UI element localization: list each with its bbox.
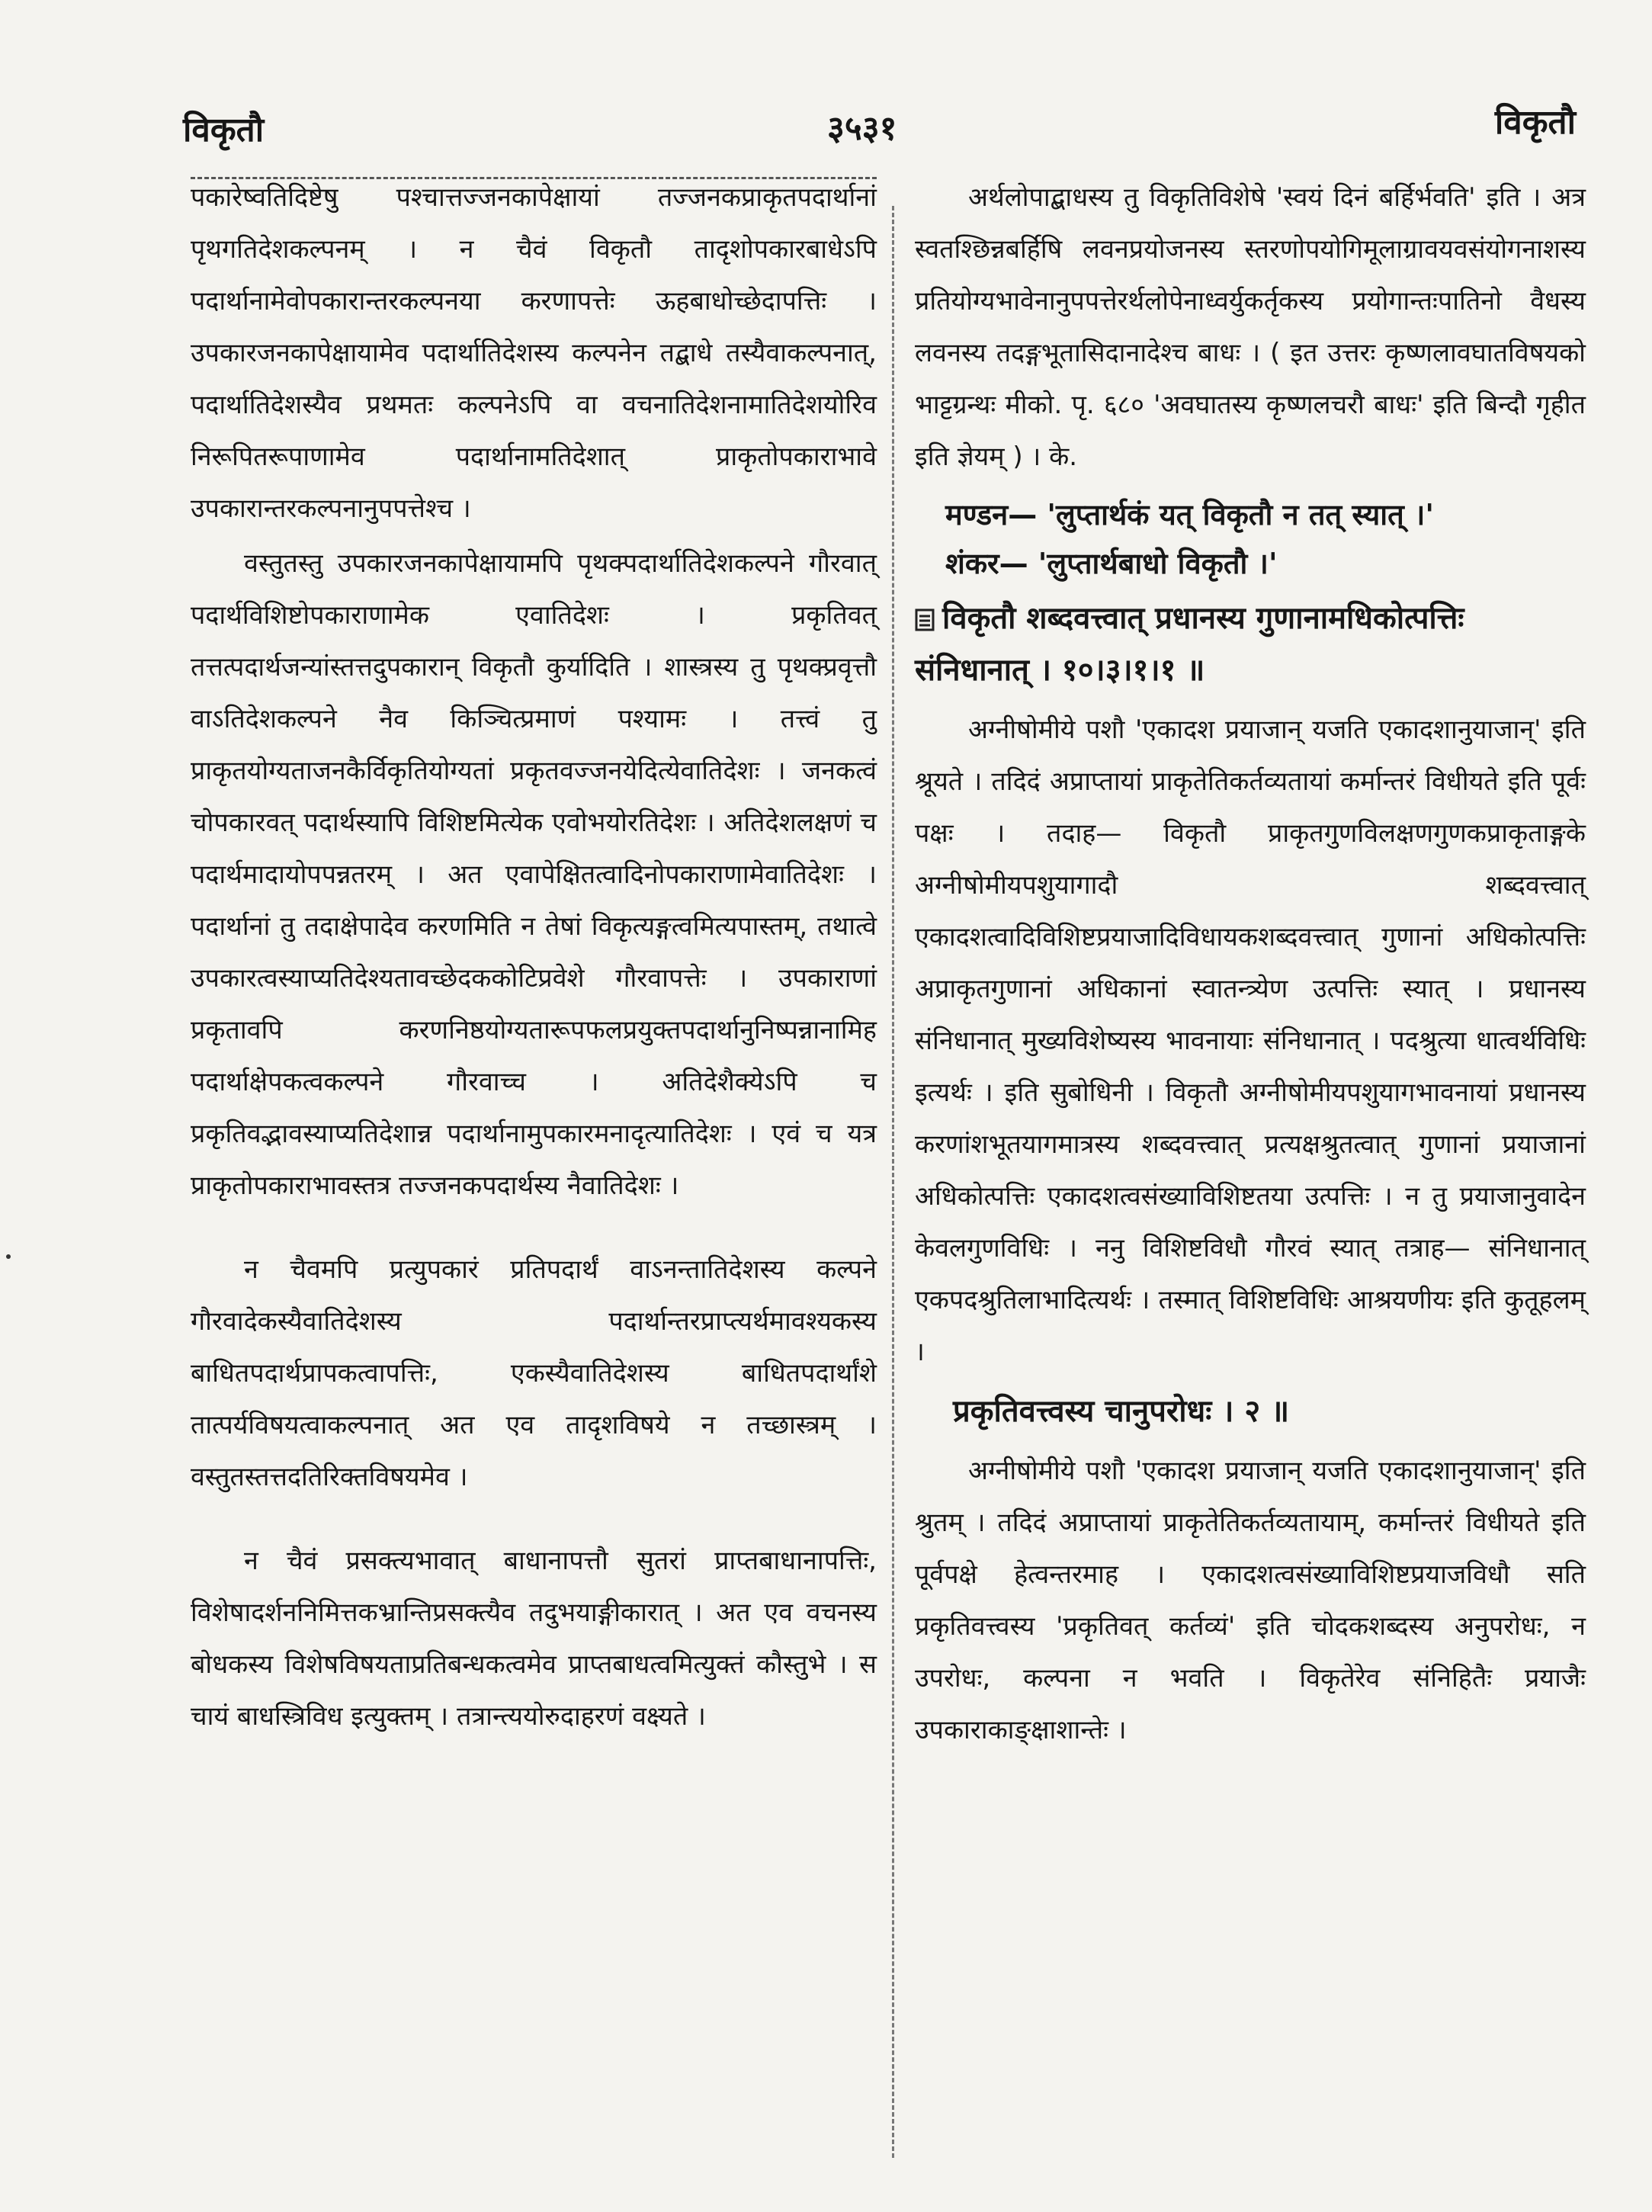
page-number: ३५३१ [827, 109, 897, 148]
running-head-right: विकृतौ [1494, 103, 1576, 142]
left-column [191, 172, 877, 1774]
left-para-1: पकारेष्वतिदिष्टेषु पश्चात्तज्जनकापेक्षायां तज्जनकप्राकृतपदार्थानां पृथगतिदेशकल्पनम् । न चैवं विकृतौ तादृशोपकारबाधेऽपि पदार्थानामेवोपकारान्तरकल्पनया करणापत्तेः ऊहबाधोच्छेदापत्तिः । उपकारजनकापेक्षायामेव पदार्थातिदेशस्य कल्पनेन तद्बाधे तस्यैवाकल्पनात्, पदार्थातिदेशस्यैव प्रथमतः कल्पनेऽपि वा वचनातिदेशनामातिदेशयोरिव निरूपितरूपाणामेव पदार्थानामतिदेशात् प्राकृतोपकाराभावे उपकारान्तरकल्पनानुपपत्तेश्च । [191, 182, 877, 524]
left-para-4: न चैवं प्रसक्त्यभावात् बाधानापत्तौ सुतरां प्राप्तबाधानापत्तिः, विशेषादर्शननिमित्तकभ्रान्तिप्रसक्त्यैव तदुभयाङ्गीकारात् । अत एव वचनस्य बोधकस्य विशेषविषयताप्रतिबन्धकत्वमेव प्राप्तबाधत्वमित्युक्तं कौस्तुभे । स चायं बाधस्त्रिविध इत्युक्तम् । तत्रान्त्ययोरुदाहरणं वक्ष्यते । [191, 1546, 877, 1732]
right-para-intro: अर्थलोपाद्बाधस्य तु विकृतिविशेषे 'स्वयं दिनं बर्हिर्भवति' इति । अत्र स्वतश्छिन्नबर्हिषि लवनप्रयोजनस्य स्तरणोपयोगिमूलाग्रावयवसंयोगनाशस्य प्रतियोग्यभावेनानुपपत्तेरर्थलोपेनाध्वर्युकर्तृकस्य प्रयोगान्तःपातिनो वैधस्य लवनस्य तदङ्गभूतासिदानादेश्च बाधः । ( इत उत्तरः कृष्णलावघातविषयको भाट्टग्रन्थः मीको. पृ. ६८० 'अवघातस्य कृष्णलचरौ बाधः' इति बिन्दौ गृहीत इति ज्ञेयम् ) । के. [915, 182, 1586, 472]
right-column [915, 172, 1586, 1764]
running-head-left: विकृतौ [183, 111, 265, 149]
sutra-mark-icon [915, 608, 935, 631]
column-divider [892, 206, 894, 2158]
mandan-quote: मण्डन— 'लुप्तार्थकं यत् विकृतौ न तत् स्यात् ।' [945, 498, 1434, 531]
sutra-2-heading: प्रकृतिवत्त्वस्य चानुपरोधः । २ ॥ [953, 1394, 1290, 1429]
sutra-1-text: विकृतौ शब्दवत्त्वात् प्रधानस्य गुणानामधिकोत्पत्तिः संनिधानात् । १०।३।१।१ ॥ [915, 601, 1464, 688]
scan-speck [6, 1254, 11, 1259]
right-para-sutra2: अग्नीषोमीये पशौ 'एकादश प्रयाजान् यजति एकादशानुयाजान्' इति श्रुतम् । तदिदं अप्राप्तायां प्राकृतेतिकर्तव्यतायाम्, कर्मान्तरं विधीयते इति पूर्वपक्षे हेत्वन्तरमाह । एकादशत्वसंख्याविशिष्टप्रयाजविधौ सति प्रकृतिवत्त्वस्य 'प्रकृतिवत् कर्तव्यं' इति चोदकशब्दस्य अनुपरोधः, न उपरोधः, कल्पना न भवति । विकृतेरेव संनिहितैः प्रयाजैः उपकाराकाङ्क्षाशान्तेः । [915, 1456, 1586, 1745]
right-para-sutra1: अग्नीषोमीये पशौ 'एकादश प्रयाजान् यजति एकादशानुयाजान्' इति श्रूयते । तदिदं अप्राप्तायां प्राकृतेतिकर्तव्यतायां कर्मान्तरं विधीयते इति पूर्वः पक्षः । तदाह— विकृतौ प्राकृतगुणविलक्षणगुणकप्राकृताङ्गके अग्नीषोमीयपशुयागादौ शब्दवत्त्वात् एकादशत्वादिविशिष्टप्रयाजादिविधायकशब्दवत्त्वात् गुणानां अधिकोत्पत्तिः अप्राकृतगुणानां अधिकानां स्वातन्त्र्येण उत्पत्तिः स्यात् । प्रधानस्य संनिधानात् मुख्यविशेष्यस्य भावनायाः संनिधानात् । पदश्रुत्या धात्वर्थविधिः इत्यर्थः । इति सुबोधिनी । विकृतौ अग्नीषोमीयपशुयागभावनायां प्रधानस्य करणांशभूतयागमात्रस्य शब्दवत्त्वात् प्रत्यक्षश्रुतत्वात् गुणानां प्रयाजानां अधिकोत्पत्तिः एकादशत्वसंख्याविशिष्टतया उत्पत्तिः । न तु प्रयाजानुवादेन केवलगुणविधिः । ननु विशिष्टविधौ गौरवं स्यात् तत्राह— संनिधानात् एकपदश्रुतिलाभादित्यर्थः । तस्मात् विशिष्टविधिः आश्रयणीयः इति कुतूहलम् । [915, 714, 1586, 1367]
left-para-2: वस्तुतस्तु उपकारजनकापेक्षायामपि पृथक्पदार्थातिदेशकल्पने गौरवात् पदार्थविशिष्टोपकाराणामेक एवातिदेशः । प्रकृतिवत् तत्तत्पदार्थजन्यांस्तत्तदुपकारान् विकृतौ कुर्यादिति । शास्त्रस्य तु पृथक्प्रवृत्तौ वाऽतिदेशकल्पने नैव किञ्चित्प्रमाणं पश्यामः । तत्त्वं तु प्राकृतयोग्यताजनकैर्विकृतियोग्यतां प्रकृतवज्जनयेदित्येवातिदेशः । जनकत्वं चोपकारवत् पदार्थस्यापि विशिष्टमित्येक एवोभयोरतिदेशः । अतिदेशलक्षणं च पदार्थमादायोपपन्नतरम् । अत एवापेक्षितत्वादिनोपकाराणामेवातिदेशः । पदार्थानां तु तदाक्षेपादेव करणमिति न तेषां विकृत्यङ्गत्वमित्यपास्तम्, तथात्वे उपकारत्वस्याप्यतिदेश्यतावच्छेदककोटिप्रवेशे गौरवापत्तेः । उपकाराणां प्रकृतावपि करणनिष्ठयोग्यतारूपफलप्रयुक्तपदार्थानुनिष्पन्नानामिह पदार्थाक्षेपकत्वकल्पने गौरवाच्च । अतिदेशैक्येऽपि च प्रकृतिवद्भावस्याप्यतिदेशान्न पदार्थानामुपकारमनादृत्यातिदेशः । एवं च यत्र प्राकृतोपकाराभावस्तत्र तज्जनकपदार्थस्य नैवातिदेशः । [191, 548, 877, 1201]
left-para-3: न चैवमपि प्रत्युपकारं प्रतिपदार्थं वाऽनन्तातिदेशस्य कल्पने गौरवादेकस्यैवातिदेशस्य पदार्थान्तरप्राप्त्यर्थमावश्यकस्य बाधितपदार्थप्रापकत्वापत्तिः, एकस्यैवातिदेशस्य बाधितपदार्थांशे तात्पर्यविषयत्वाकल्पनात् अत एव तादृशविषये न तच्छास्त्रम् । वस्तुतस्तत्तदतिरिक्तविषयमेव । [191, 1254, 877, 1492]
shankar-quote: शंकर— 'लुप्तार्थबाधो विकृतौ ।' [945, 547, 1278, 580]
sutra-1-heading [915, 592, 1586, 696]
